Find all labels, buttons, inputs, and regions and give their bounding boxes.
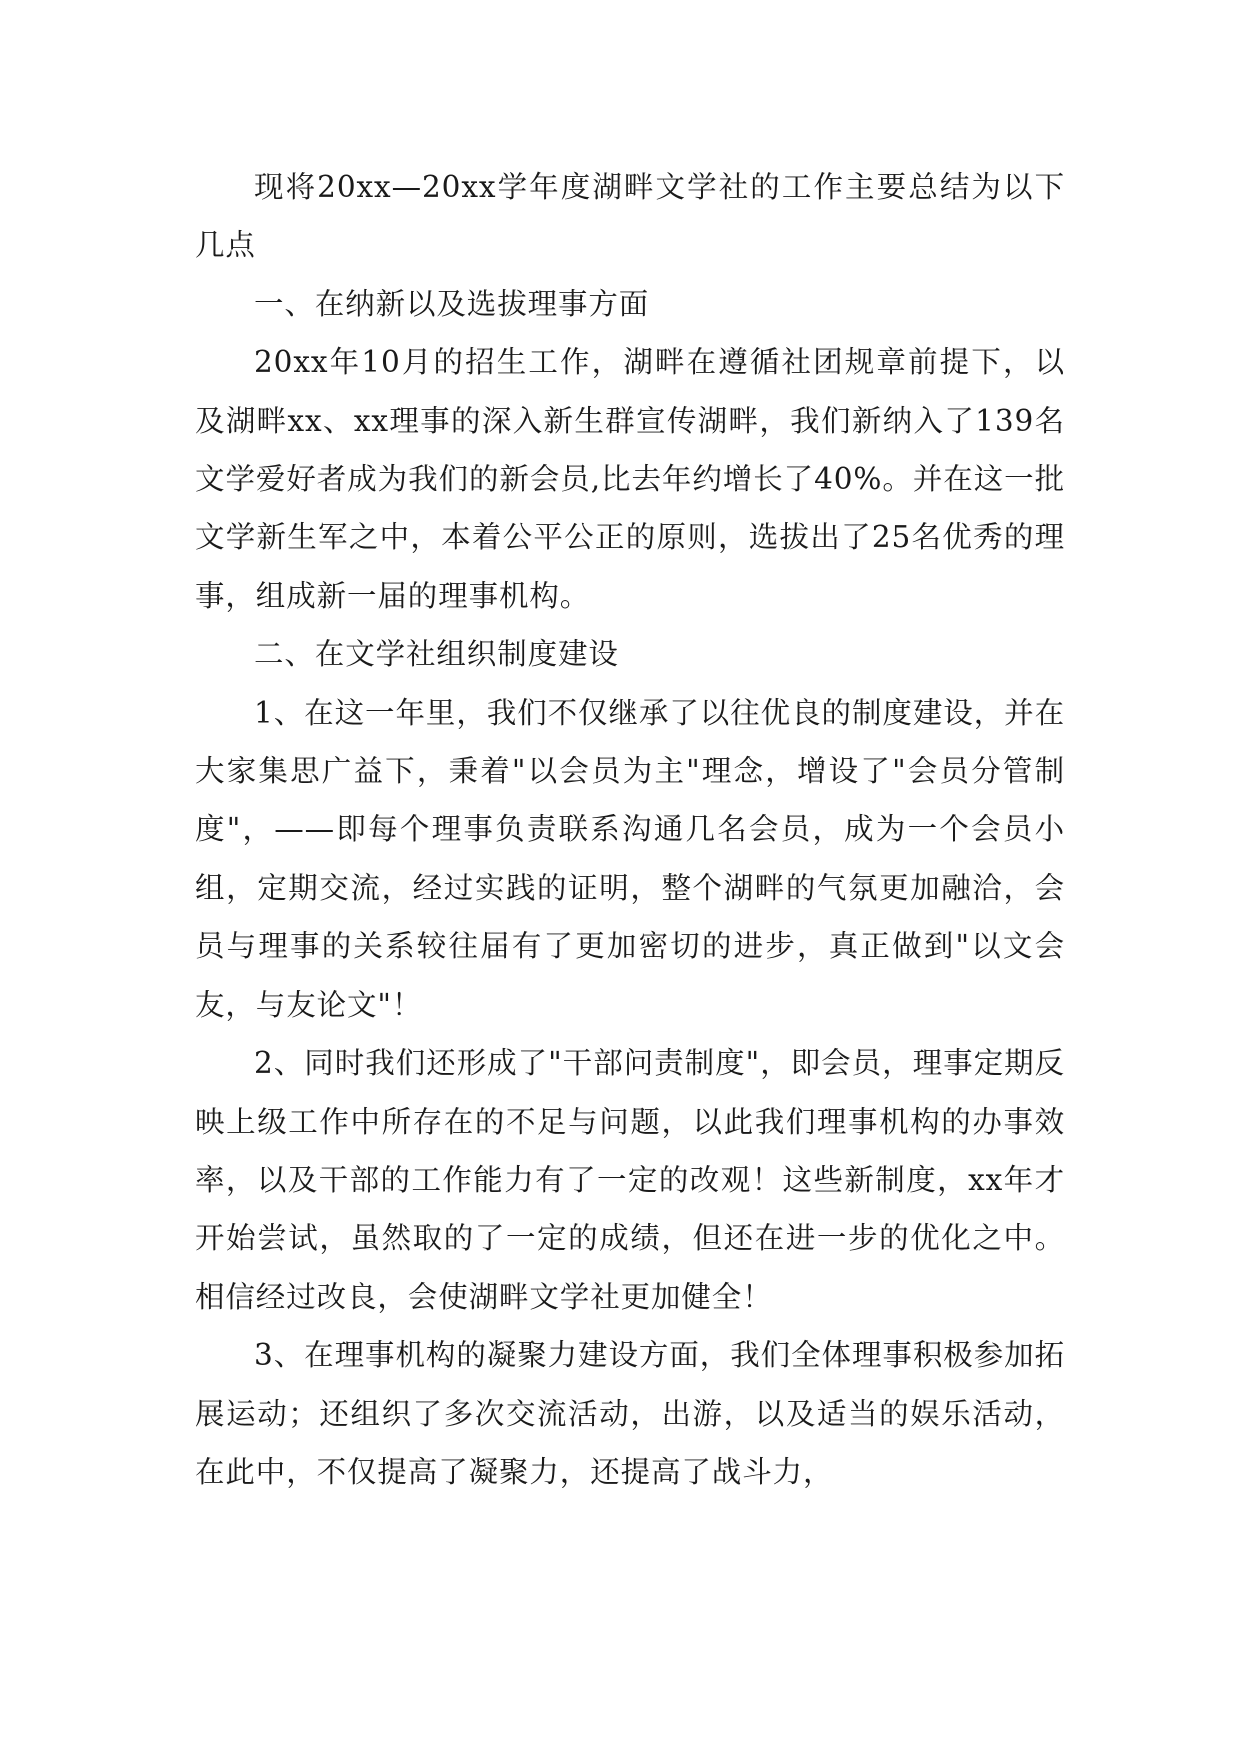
section-heading-recruitment: 一、在纳新以及选拔理事方面 — [254, 286, 650, 321]
paragraph-item-2: 2、同时我们还形成了"干部问责制度"，即会员，理事定期反映上级工作中所存在的不足与问题，以此我们理事机构的办事效率，以及干部的工作能力有了一定的改观！这些新制度，xx年才开始尝试，虽然取的了一定的成绩，但还在进一步的优化之中。相信经过改良，会使湖畔文学社更加健全！ — [195, 1046, 1065, 1314]
paragraph-item-3: 3、在理事机构的凝聚力建设方面，我们全体理事积极参加拓展运动；还组织了多次交流活动，出游，以及适当的娱乐活动，在此中，不仅提高了凝聚力，还提高了战斗力， — [195, 1338, 1065, 1489]
section-heading-organization: 二、在文学社组织制度建设 — [254, 637, 619, 672]
paragraph-recruitment: 20xx年10月的招生工作，湖畔在遵循社团规章前提下，以及湖畔xx、xx理事的深入新生群宣传湖畔，我们新纳入了139名文学爱好者成为我们的新会员,比去年约增长了40%。并在这一批文学新生军之中，本着公平公正的原则，选拔出了25名优秀的理事，组成新一届的理事机构。 — [195, 345, 1065, 613]
paragraph-item-1: 1、在这一年里，我们不仅继承了以往优良的制度建设，并在大家集思广益下，秉着"以会员为主"理念，增设了"会员分管制度"，——即每个理事负责联系沟通几名会员，成为一个会员小组，定期交流，经过实践的证明，整个湖畔的气氛更加融洽，会员与理事的关系较往届有了更加密切的进步，真正做到"以文会友，与友论文"！ — [195, 695, 1065, 1022]
paragraph-intro: 现将20xx—20xx学年度湖畔文学社的工作主要总结为以下几点 — [195, 170, 1065, 263]
document-body — [195, 158, 1065, 1501]
